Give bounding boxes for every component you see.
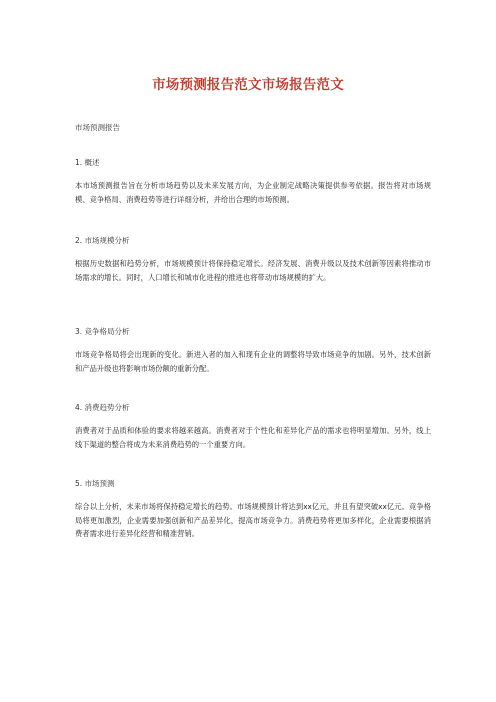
section-competition	[75, 326, 431, 375]
section-body: 消费者对于品质和体验的要求将越来越高。消费者对于个性化和差异化产品的需求也将明显增加。另外，线上线下渠道的整合将成为未来消费趋势的一个重要方向。	[75, 426, 431, 449]
section-body: 根据历史数据和趋势分析，市场规模预计将保持稳定增长。经济发展、消费升级以及技术创新等因素将推动市场需求的增长。同时，人口增长和城市化进程的推进也将带动市场规模的扩大。	[75, 259, 431, 282]
section-body: 综合以上分析，未来市场将保持稳定增长的趋势。市场规模预计将达到xx亿元，并且有望突破xx亿元。竞争格局将更加激烈，企业需要加强创新和产品差异化，提高市场竞争力。消费趋势将更加多样化，企业需要根据消费者需求进行差异化经营和精准营销。	[75, 502, 431, 539]
section-heading: 5. 市场预测	[75, 479, 115, 488]
document-title: 市场预测报告范文市场报告范文	[152, 77, 344, 93]
section-body: 市场竞争格局将会出现新的变化。新进入者的加入和现有企业的调整将导致市场竞争的加剧。另外，技术创新和产品升级也将影响市场份额的重新分配。	[75, 350, 431, 373]
section-heading: 4. 消费趋势分析	[75, 403, 130, 412]
section-heading: 1. 概述	[75, 158, 100, 167]
section-body: 本市场预测报告旨在分析市场趋势以及未来发展方向，为企业制定战略决策提供参考依据。报告将对市场规模、竞争格局、消费趋势等进行详细分析，并给出合理的市场预测。	[75, 181, 431, 204]
section-heading: 2. 市场规模分析	[75, 236, 130, 245]
section-heading: 3. 竞争格局分析	[75, 327, 130, 336]
section-market-size	[75, 235, 431, 284]
document-subtitle: 市场预测报告	[75, 123, 120, 132]
section-consumer-trends	[75, 402, 431, 451]
section-forecast	[75, 478, 431, 541]
section-overview	[75, 157, 431, 206]
